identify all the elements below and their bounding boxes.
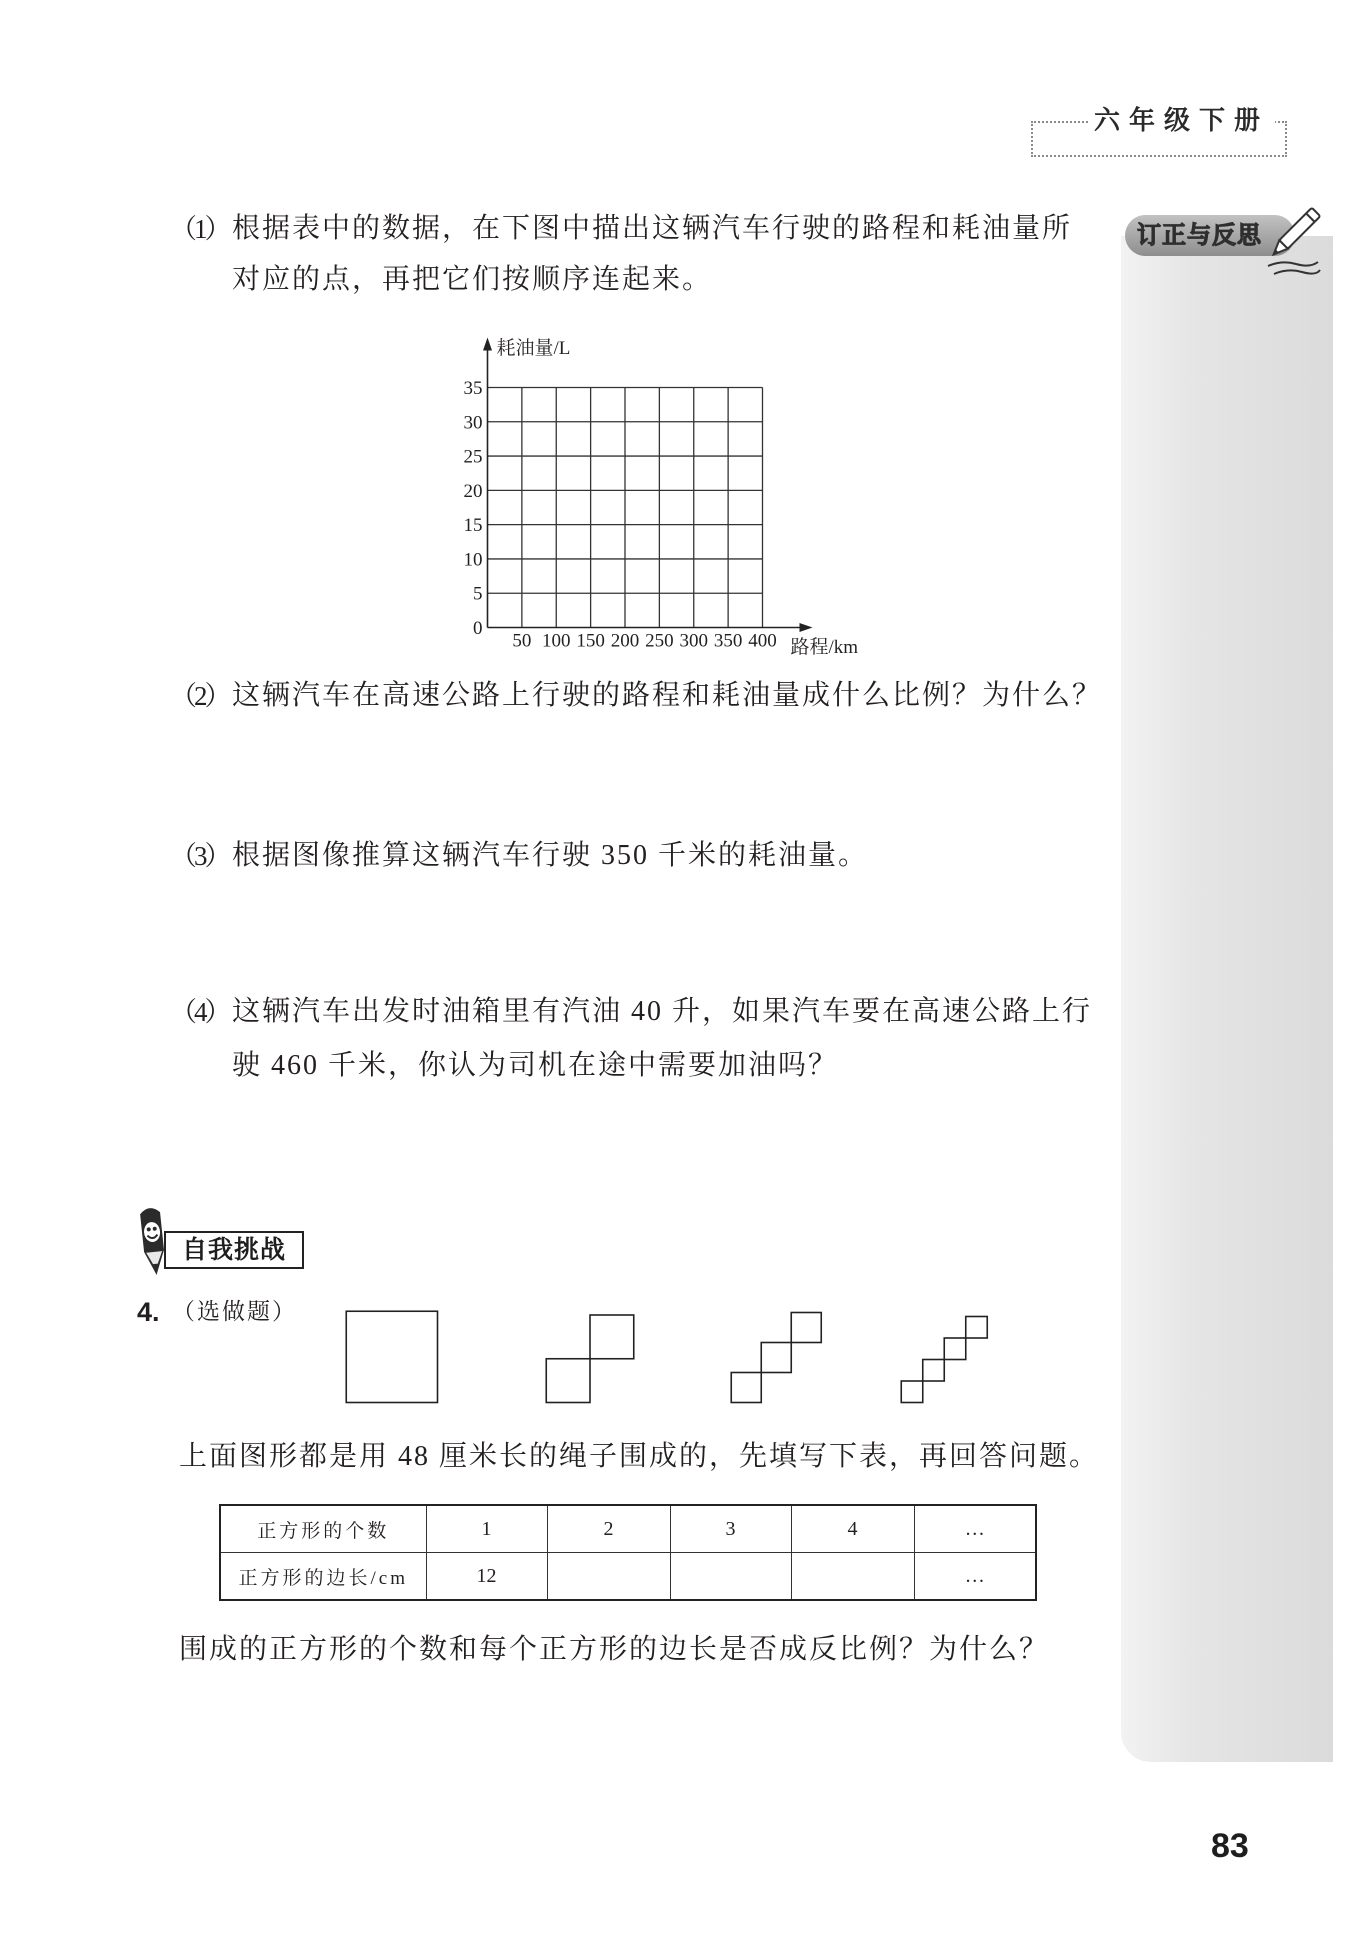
pen-icon — [1262, 206, 1322, 281]
x-tick-label: 100 — [542, 630, 571, 652]
row-header-side-length: 正方形的边长/cm — [220, 1553, 426, 1601]
figure-two-squares — [546, 1315, 634, 1403]
y-axis-label: 耗油量/L — [496, 338, 571, 359]
square — [791, 1313, 821, 1343]
square-figures — [340, 1305, 1000, 1410]
challenge-heading: 自我挑战 — [164, 1231, 304, 1269]
correction-sidebar — [1121, 236, 1333, 1762]
grade-header: 六年级下册 — [1088, 101, 1275, 141]
problem-4-number: 4. — [137, 1297, 160, 1327]
table-cell: 2 — [547, 1505, 670, 1553]
problem-4-optional-tag: （选做题） — [172, 1299, 297, 1324]
problem-4-question: 围成的正方形的个数和每个正方形的边长是否成反比例？为什么？ — [179, 1634, 1050, 1665]
table-cell: 3 — [670, 1505, 791, 1553]
row-header-square-count: 正方形的个数 — [220, 1505, 426, 1553]
y-tick-label: 0 — [473, 618, 483, 639]
x-tick-label: 250 — [645, 630, 674, 652]
x-tick-label: 400 — [748, 630, 777, 652]
question-4-text-line-2: 驶 460 千米，你认为司机在途中需要加油吗？ — [232, 1050, 839, 1081]
square — [546, 1359, 590, 1403]
table-cell-blank — [547, 1553, 670, 1601]
page-number: 83 — [1211, 1827, 1249, 1865]
table-cell-blank — [791, 1553, 914, 1601]
square — [346, 1311, 437, 1402]
square-table — [219, 1504, 1037, 1601]
table-cell-blank — [670, 1553, 791, 1601]
question-1-text-line-2: 对应的点，再把它们按顺序连起来。 — [232, 264, 713, 295]
sidebar-title: 订正与反思 — [1137, 221, 1262, 249]
question-3-number: （3） — [170, 841, 229, 871]
question-2-text: 这辆汽车在高速公路上行驶的路程和耗油量成什么比例？为什么？ — [232, 680, 1103, 711]
table-row-side-length — [220, 1553, 1036, 1601]
square — [944, 1338, 966, 1360]
table-cell: 1 — [426, 1505, 547, 1553]
y-tick-label: 10 — [463, 549, 483, 571]
x-tick-label: 350 — [713, 630, 743, 652]
table-row-square-count — [220, 1505, 1036, 1553]
fuel-distance-graph — [430, 320, 890, 665]
y-tick-label: 25 — [463, 446, 483, 468]
y-tick-label: 5 — [473, 583, 483, 605]
question-4-number: （4） — [170, 997, 229, 1027]
table-cell-ellipsis: … — [914, 1553, 1036, 1601]
y-tick-label: 15 — [463, 515, 483, 537]
question-1-text-line-1: 根据表中的数据，在下图中描出这辆汽车行驶的路程和耗油量所 — [232, 213, 1073, 244]
x-axis-arrowhead — [800, 623, 813, 632]
question-3-text: 根据图像推算这辆汽车行驶 350 千米的耗油量。 — [232, 840, 869, 871]
square — [966, 1317, 988, 1339]
square — [923, 1360, 945, 1382]
figure-three-squares — [731, 1313, 821, 1403]
x-tick-label: 300 — [679, 630, 708, 652]
x-tick-label: 200 — [610, 630, 640, 652]
table-cell: 12 — [426, 1553, 547, 1601]
y-axis-arrowhead — [483, 338, 492, 351]
question-1-number: （1） — [170, 214, 229, 244]
question-4-text-line-1: 这辆汽车出发时油箱里有汽油 40 升，如果汽车要在高速公路上行 — [232, 996, 1093, 1027]
table-cell-ellipsis: … — [914, 1505, 1036, 1553]
x-tick-label: 150 — [576, 630, 605, 652]
square — [731, 1373, 761, 1403]
y-tick-label: 20 — [463, 480, 483, 502]
y-tick-label: 35 — [463, 378, 483, 399]
square — [901, 1381, 923, 1403]
question-2-number: （2） — [170, 681, 229, 711]
figure-one-square — [346, 1311, 437, 1402]
figure-four-squares — [901, 1317, 987, 1403]
table-cell: 4 — [791, 1505, 914, 1553]
problem-4-instruction: 上面图形都是用 48 厘米长的绳子围成的，先填写下表，再回答问题。 — [179, 1441, 1100, 1472]
y-tick-label: 30 — [463, 412, 483, 434]
x-axis-label: 路程/km — [790, 637, 859, 658]
x-tick-label: 50 — [512, 630, 532, 652]
square — [590, 1315, 634, 1359]
square — [761, 1343, 791, 1373]
